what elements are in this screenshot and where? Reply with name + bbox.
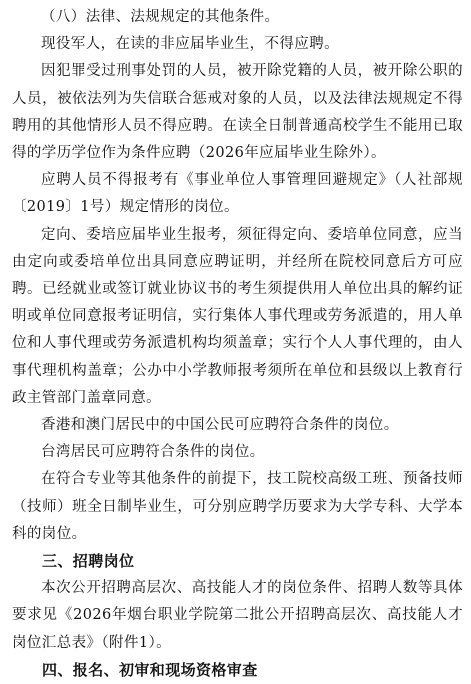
paragraph-hk-macao-residents: 香港和澳门居民中的中国公民可应聘符合条件的岗位。 [41,417,399,434]
paragraph-technical-schools: 在符合专业等其他条件的前提下，技工院校高级工班、预备技师（技师）班全日制毕业生，可分别应聘学历要求为大学专科、大学本科的岗位。 [12,471,463,542]
paragraph-disqualified-persons: 因犯罪受过刑事处罚的人员，被开除党籍的人员，被开除公职的人员，被依法列为失信联合惩戒对象的人员，以及法律法规规定不得聘用的其他情形人员不得应聘。在读全日制普通高校学生不能用已取得的学历学位作为条件应聘（2026年应届毕业生除外）。 [12,63,463,162]
section-heading-registration: 四、报名、初审和现场资格审查 [42,660,258,679]
condition-item-8: （八）法律、法规规定的其他条件。 [41,9,280,25]
paragraph-taiwan-residents: 台湾居民可应聘符合条件的岗位。 [41,444,265,461]
paragraph-positions: 本次公开招聘高层次、高技能人才的岗位条件、招聘人数等具体要求见《2026年烟台职业学院第二批公开招聘高层次、高技能人才岗位汇总表》（附件1）。 [12,580,463,651]
paragraph-directed-training: 定向、委培应届毕业生报考，须征得定向、委培单位同意，应当由定向或委培单位出具同意应聘证明，并经所在院校同意后方可应聘。已经就业或签订就业协议书的考生须提供用人单位出具的解约证明或单位同意报考证明信，实行集体人事代理或劳务派遣的，用人单位和人事代理或劳务派遣机构均须盖章；实行个人人事代理的，由人事代理机构盖章；公办中小学教师报考须所在单位和县级以上教育行政主管部门盖章同意。 [12,226,463,406]
paragraph-avoidance-rule: 应聘人员不得报考有《事业单位人事管理回避规定》（人社部规〔2019〕1号）规定情形的岗位。 [12,172,463,216]
section-heading-positions: 三、招聘岗位 [42,552,135,571]
paragraph-military-students: 现役军人，在读的非应届毕业生，不得应聘。 [41,36,339,53]
